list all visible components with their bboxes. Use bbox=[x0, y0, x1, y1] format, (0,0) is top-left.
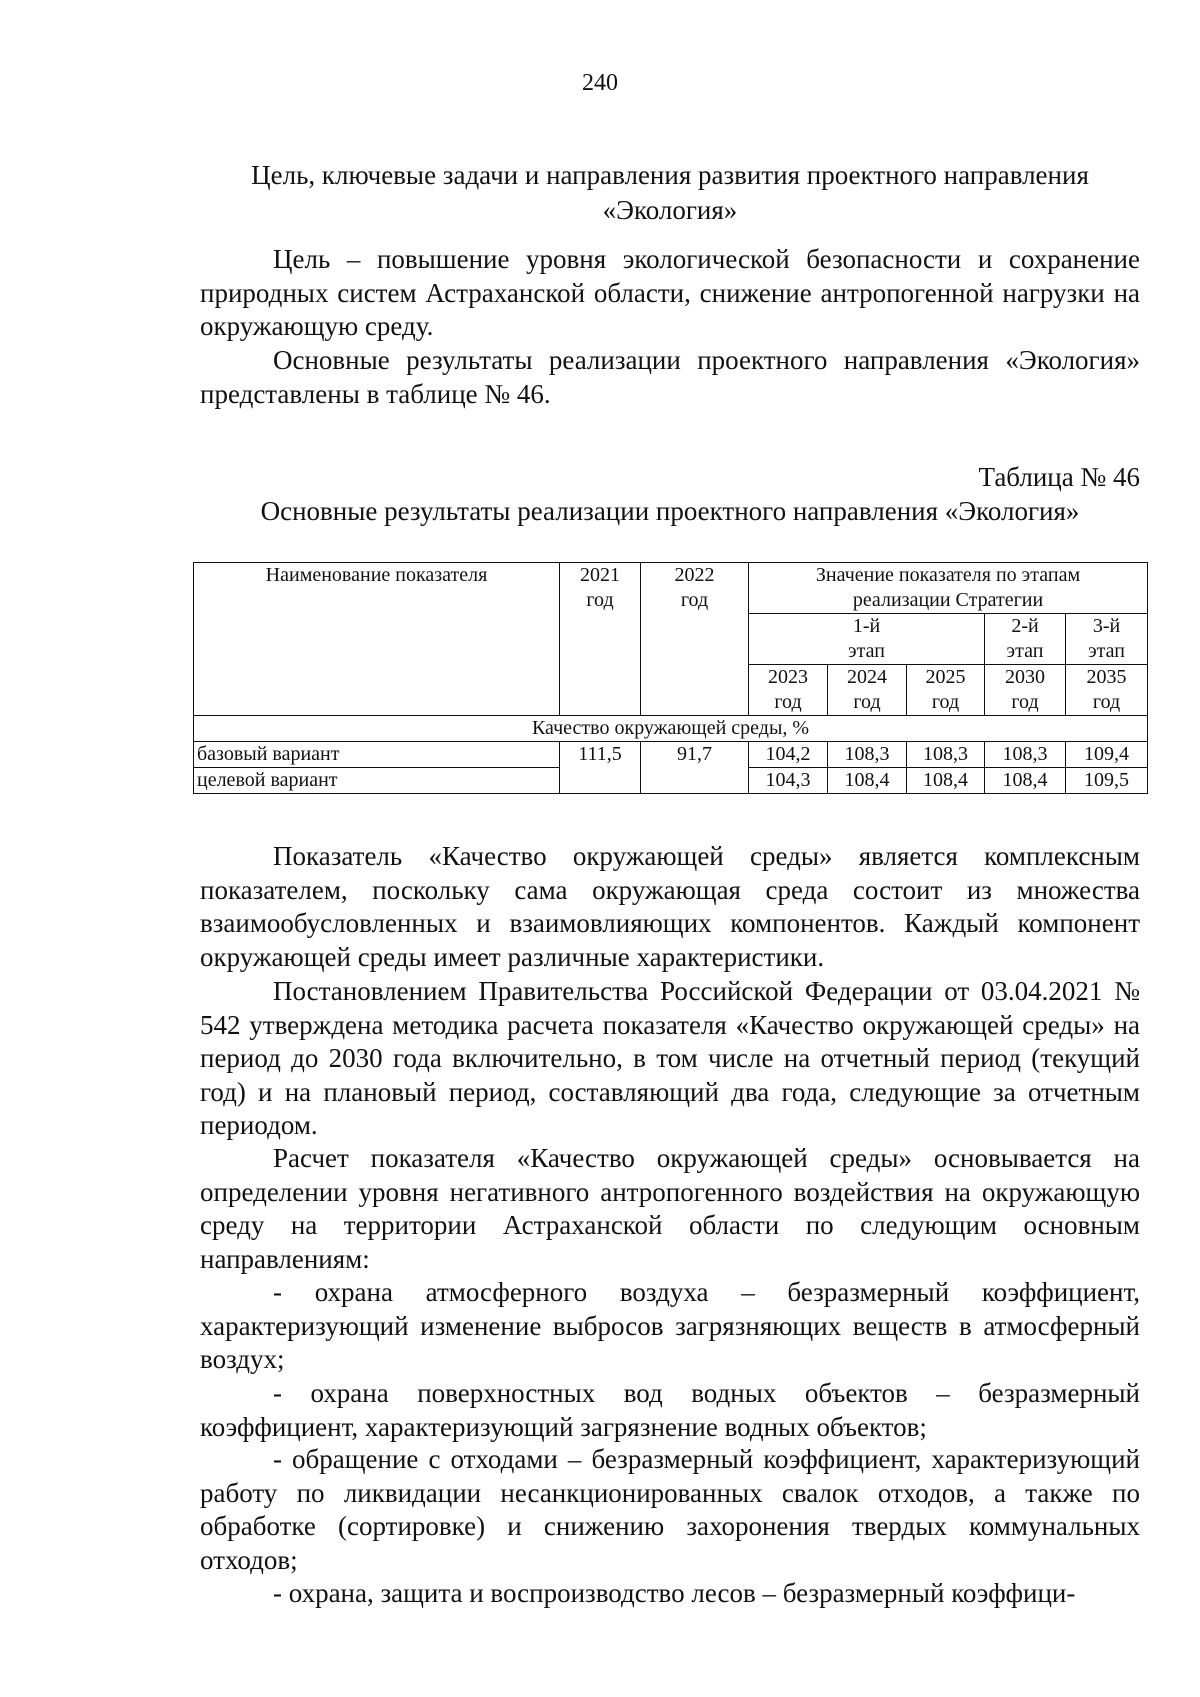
header-text: Значение показателя по этапам bbox=[815, 564, 1081, 586]
header-text: 2024 bbox=[847, 666, 887, 688]
table-title: Основные результаты реализации проектного направления «Экология» bbox=[260, 496, 1080, 526]
header-text: год bbox=[853, 691, 881, 713]
year-2023-header bbox=[749, 665, 828, 716]
header-text: 2-й bbox=[1011, 615, 1039, 637]
header-text: год bbox=[774, 691, 802, 713]
value-2023: 104,3 bbox=[749, 768, 828, 794]
list-item-atmosphere: - охрана атмосферного воздуха – безразмерный коэффициент, характеризующий изменение выбросов загрязняющих веществ в атмосферный воздух; bbox=[200, 1277, 1140, 1374]
stage-2-header bbox=[985, 614, 1066, 665]
value-2035: 109,5 bbox=[1066, 768, 1148, 794]
year-2021-header bbox=[560, 563, 641, 716]
table-row bbox=[194, 742, 1148, 768]
body-paragraph-3: Расчет показателя «Качество окружающей среды» основывается на определении уровня негативного антропогенного воздействия на окружающую среду на территории Астраханской области по следующим основным направлениям: bbox=[200, 1143, 1140, 1274]
header-text: год bbox=[680, 589, 709, 611]
value-2035: 109,4 bbox=[1066, 742, 1148, 768]
list-item-waste: - обращение с отходами – безразмерный коэффициент, характеризующий работу по ликвидации несанкционированных свалок отходов, а также по обработке (сортировке) и снижению захоронения твердых коммунальных отходов; bbox=[200, 1444, 1140, 1575]
header-text: реализации Стратегии bbox=[852, 589, 1044, 611]
header-text: 1-й bbox=[852, 615, 881, 637]
header-text: год bbox=[1092, 691, 1121, 713]
header-text: 2021 bbox=[580, 564, 620, 586]
header-text: 2025 bbox=[925, 666, 966, 688]
list-item-forests: - охрана, защита и воспроизводство лесов – безразмерный коэффици- bbox=[273, 1578, 1076, 1608]
header-text: этап bbox=[1006, 640, 1044, 662]
header-text: 2023 bbox=[768, 666, 808, 688]
header-text: 2022 bbox=[674, 564, 715, 586]
row-name: базовый вариант bbox=[194, 742, 560, 768]
list-item-water: - охрана поверхностных вод водных объектов – безразмерный коэффициент, характеризующий загрязнение водных объектов; bbox=[200, 1378, 1140, 1442]
header-text: год bbox=[586, 589, 614, 611]
heading-line-2: «Экология» bbox=[602, 195, 738, 225]
value-2030: 108,3 bbox=[985, 742, 1066, 768]
table-header-row-1 bbox=[194, 563, 1148, 614]
section-label: Качество окружающей среды, % bbox=[194, 716, 1148, 742]
header-text: этап bbox=[848, 640, 885, 662]
results-table bbox=[193, 562, 1148, 794]
value-2022: 91,7 bbox=[641, 742, 749, 794]
year-2030-header bbox=[985, 665, 1066, 716]
header-text: 2035 bbox=[1086, 666, 1127, 688]
value-2023: 104,2 bbox=[749, 742, 828, 768]
section-heading bbox=[200, 158, 1140, 228]
body-paragraph-2: Постановлением Правительства Российской Федерации от 03.04.2021 № 542 утверждена методика расчета показателя «Качество окружающей среды» на период до 2030 года включительно, в том числе на отчетный период (текущий год) и на плановый период, составляющий два года, следующие за отчетным периодом. bbox=[200, 976, 1140, 1140]
year-2035-header bbox=[1066, 665, 1148, 716]
stage-3-header bbox=[1066, 614, 1148, 665]
value-2021: 111,5 bbox=[560, 742, 641, 794]
value-2025: 108,3 bbox=[907, 742, 985, 768]
year-2025-header bbox=[907, 665, 985, 716]
value-2024: 108,4 bbox=[828, 768, 907, 794]
results-paragraph: Основные результаты реализации проектного направления «Экология» представлены в таблице № 46. bbox=[200, 345, 1140, 409]
indicator-name-header: Наименование показателя bbox=[194, 563, 560, 716]
body-paragraph-1: Показатель «Качество окружающей среды» является комплексным показателем, поскольку сама окружающая среда состоит из множества взаимообусловленных и взаимовлияющих компонентов. Каждый компонент окружающей среды имеет различные характеристики. bbox=[200, 841, 1140, 972]
value-2030: 108,4 bbox=[985, 768, 1066, 794]
stages-header bbox=[749, 563, 1148, 614]
table-label: Таблица № 46 bbox=[978, 462, 1140, 492]
table-section-row bbox=[194, 716, 1148, 742]
header-text: 2030 bbox=[1005, 666, 1045, 688]
header-text: этап bbox=[1088, 640, 1125, 662]
heading-line-1: Цель, ключевые задачи и направления развития проектного направления bbox=[251, 160, 1089, 190]
header-text: год bbox=[931, 691, 960, 713]
stage-1-header bbox=[749, 614, 985, 665]
page-number: 240 bbox=[582, 70, 618, 96]
header-text: год bbox=[1011, 691, 1039, 713]
goal-paragraph: Цель – повышение уровня экологической безопасности и сохранение природных систем Астраханской области, снижение антропогенной нагрузки на окружающую среду. bbox=[200, 244, 1140, 341]
value-2024: 108,3 bbox=[828, 742, 907, 768]
value-2025: 108,4 bbox=[907, 768, 985, 794]
year-2022-header bbox=[641, 563, 749, 716]
header-text: 3-й bbox=[1092, 615, 1121, 637]
year-2024-header bbox=[828, 665, 907, 716]
row-name: целевой вариант bbox=[194, 768, 560, 794]
